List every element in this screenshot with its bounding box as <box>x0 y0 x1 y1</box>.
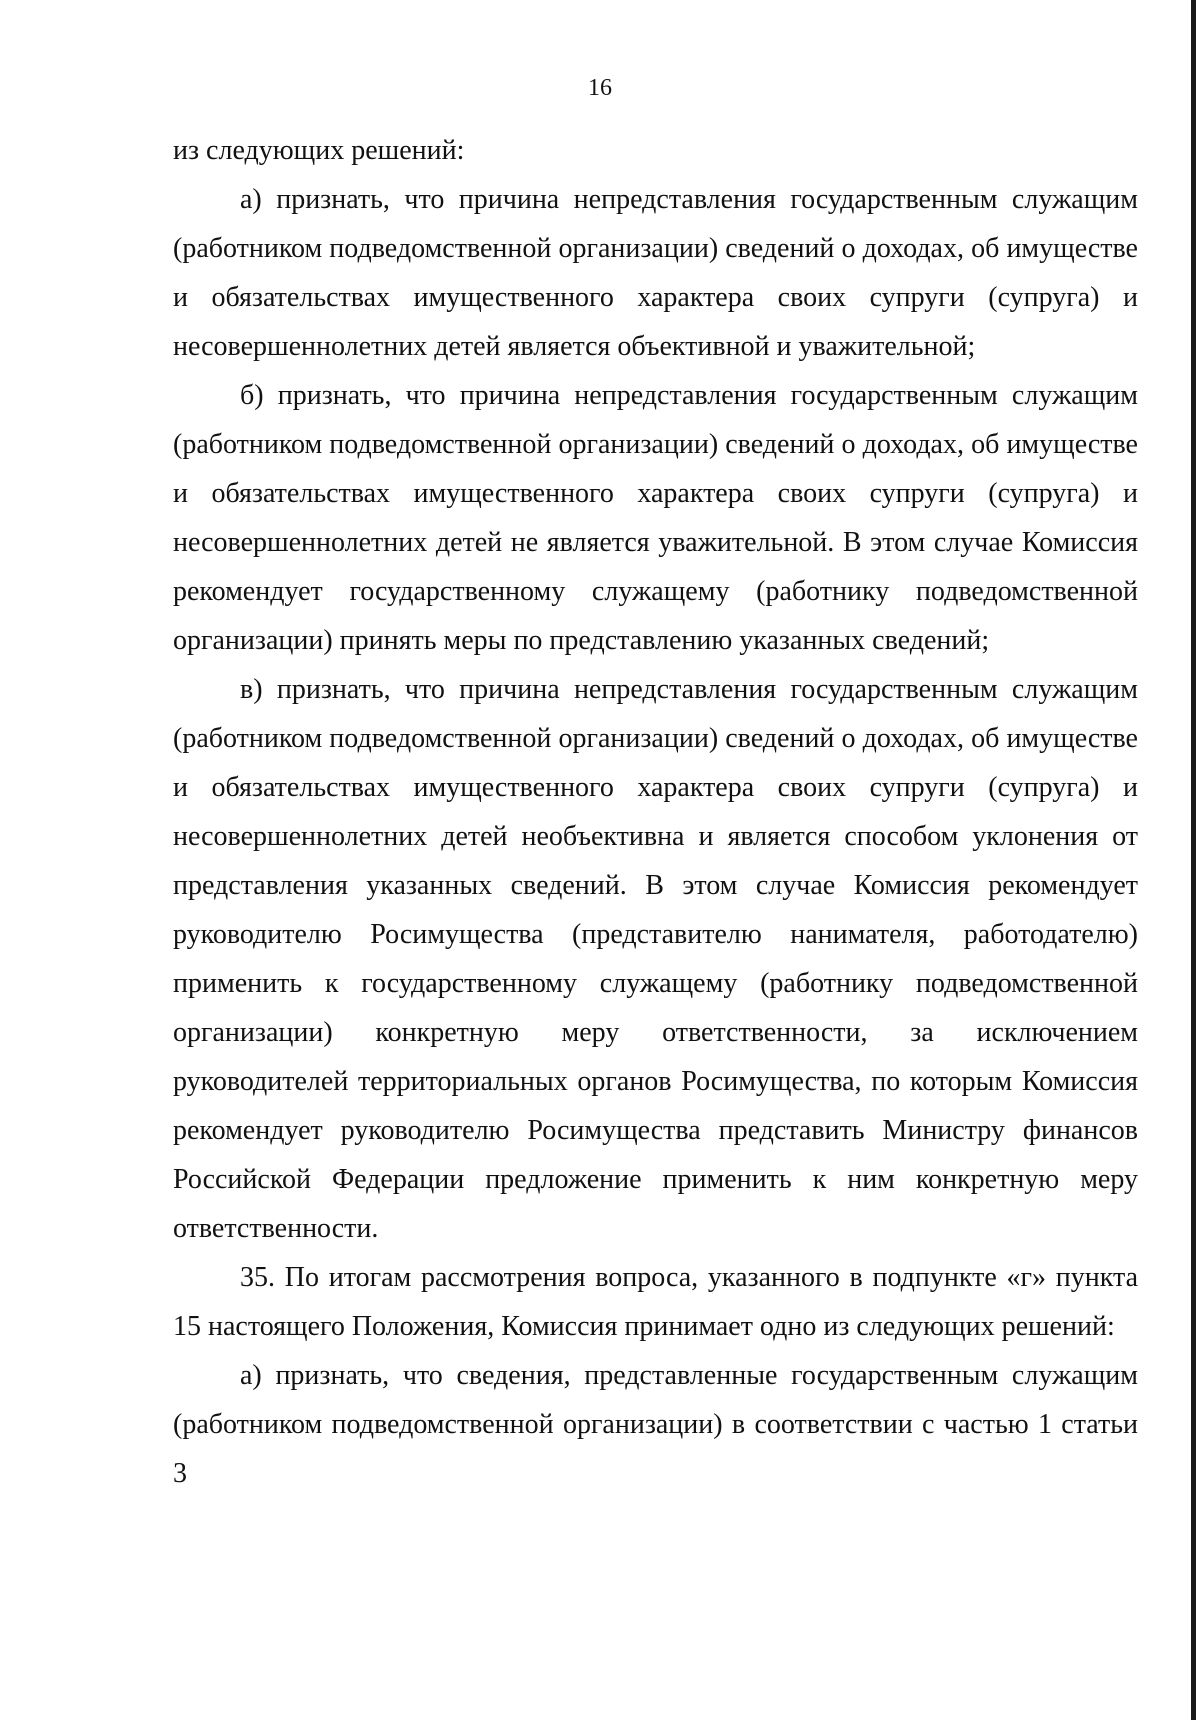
paragraph-point-35-item-a: а) признать, что сведения, представленные государственным служащим (работником подведомственной организации) в соответствии с частью 1 статьи 3 <box>173 1360 1138 1489</box>
paragraph-item-b: б) признать, что причина непредставления государственным служащим (работником подведомственной организации) сведений о доходах, об имуществе и обязательствах имущественного характера своих супруги (супруга) и несовершеннолетних детей не является уважительной. В этом случае Комиссия рекомендует государственному служащему (работнику подведомственной организации) принять меры по представлению указанных сведений; <box>173 380 1138 656</box>
document-body <box>173 126 1138 1498</box>
scan-edge-border <box>1191 0 1196 1720</box>
paragraph-intro-continuation: из следующих решений: <box>173 135 465 166</box>
page-number: 16 <box>588 75 612 101</box>
paragraph-item-a: а) признать, что причина непредставления государственным служащим (работником подведомственной организации) сведений о доходах, об имуществе и обязательствах имущественного характера своих супруги (супруга) и несовершеннолетних детей является объективной и уважительной; <box>173 184 1138 362</box>
paragraph-point-35: 35. По итогам рассмотрения вопроса, указанного в подпункте «г» пункта 15 настоящего Положения, Комиссия принимает одно из следующих решений: <box>173 1262 1138 1342</box>
paragraph-item-v: в) признать, что причина непредставления государственным служащим (работником подведомственной организации) сведений о доходах, об имуществе и обязательствах имущественного характера своих супруги (супруга) и несовершеннолетних детей необъективна и является способом уклонения от представления указанных сведений. В этом случае Комиссия рекомендует руководителю Росимущества (представителю нанимателя, работодателю) применить к государственному служащему (работнику подведомственной организации) конкретную меру ответственности, за исключением руководителей территориальных органов Росимущества, по которым Комиссия рекомендует руководителю Росимущества представить Министру финансов Российской Федерации предложение применить к ним конкретную меру ответственности. <box>173 674 1138 1244</box>
